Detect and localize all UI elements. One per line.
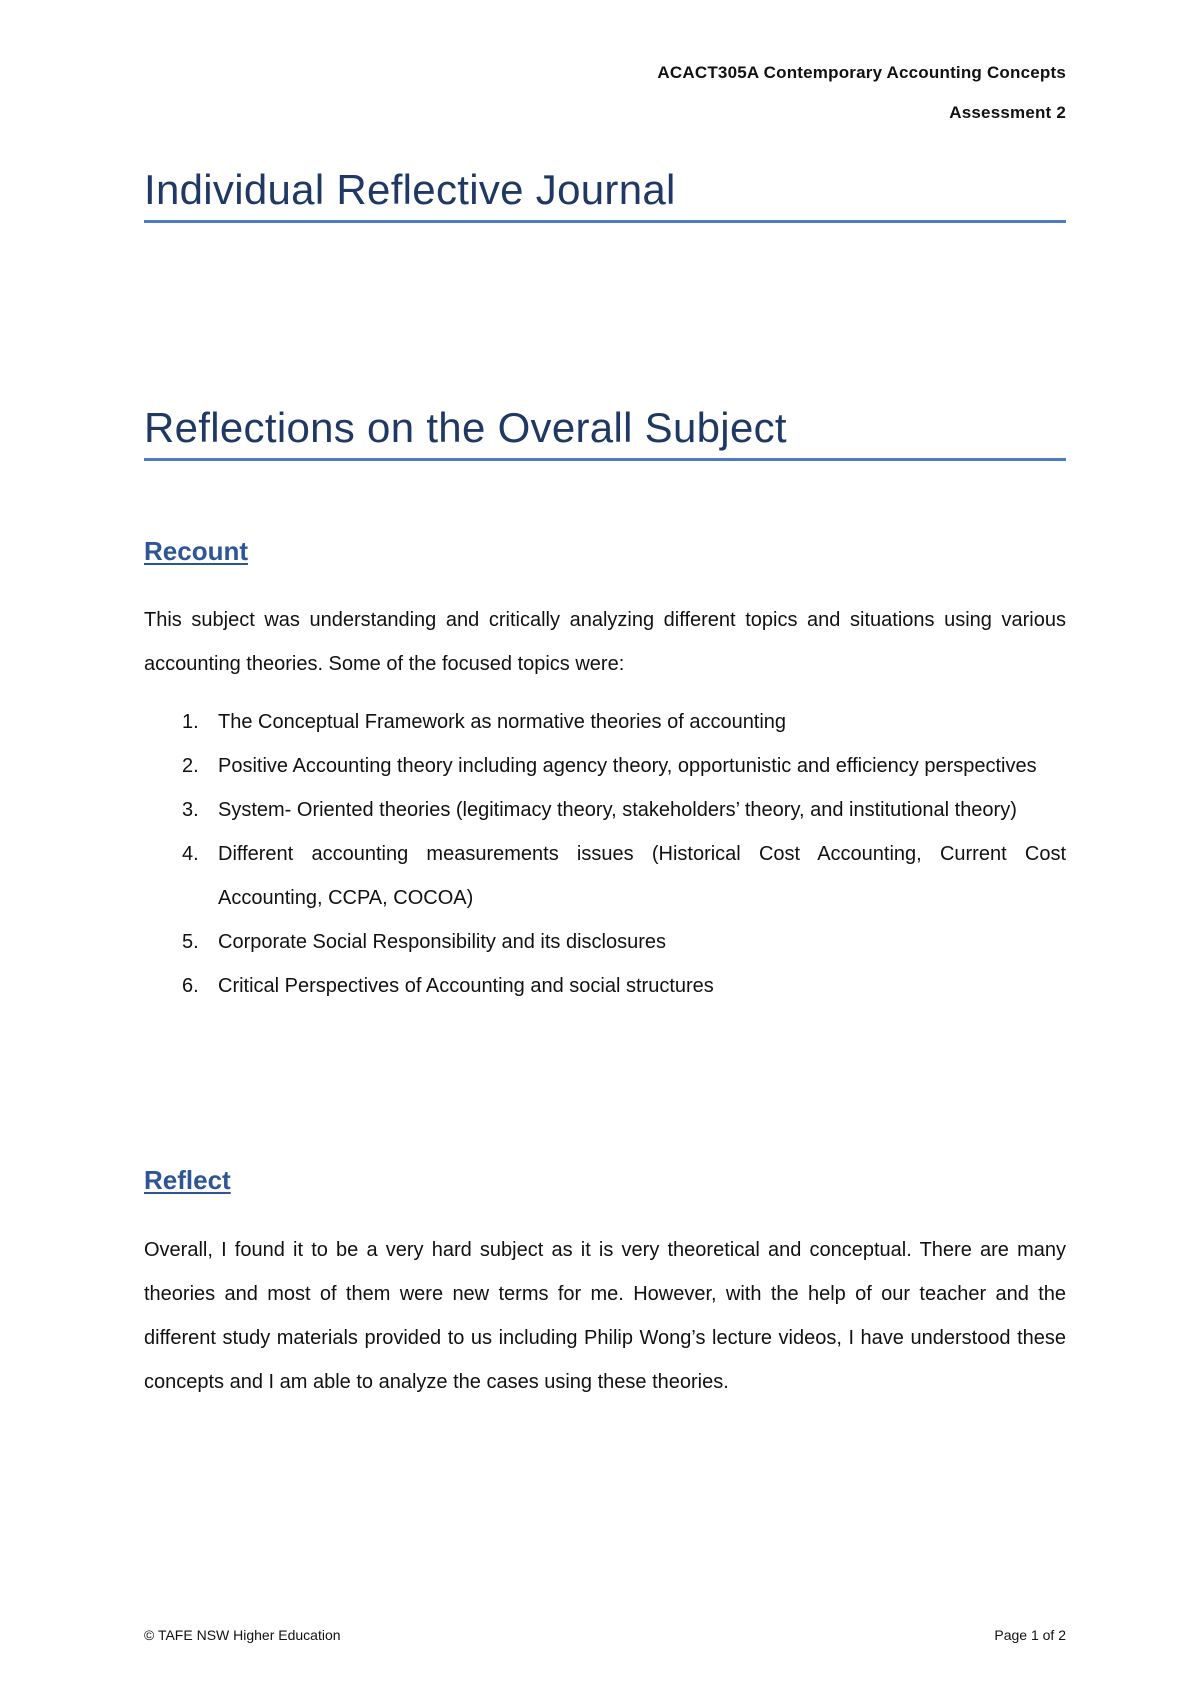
topic-text: Corporate Social Responsibility and its disclosures [218, 931, 666, 953]
topic-item [144, 744, 1066, 788]
topic-number: 6. [182, 975, 199, 997]
topic-text: Critical Perspectives of Accounting and social structures [218, 975, 714, 997]
reflect-heading: Reflect [144, 1165, 231, 1195]
topic-item [144, 788, 1066, 832]
header-course: ACACT305A Contemporary Accounting Concepts [657, 63, 1066, 82]
topic-item [144, 964, 1066, 1008]
footer-copyright: © TAFE NSW Higher Education [144, 1627, 341, 1643]
topic-text: Positive Accounting theory including agency theory, opportunistic and efficiency perspectives [218, 755, 1037, 777]
topic-number: 1. [182, 711, 199, 733]
topic-number: 4. [182, 843, 199, 865]
topic-list [144, 700, 1066, 1008]
document-subtitle: Reflections on the Overall Subject [144, 404, 1066, 461]
recount-intro: This subject was understanding and critically analyzing different topics and situations using various accounting theories. Some of the focused topics were: [144, 609, 1066, 675]
reflect-body: Overall, I found it to be a very hard subject as it is very theoretical and conceptual. There are many theories and most of them were new terms for me. However, with the help of our teacher and the different study materials provided to us including Philip Wong’s lecture videos, I have understood these concepts and I am able to analyze the cases using these theories. [144, 1239, 1066, 1393]
footer-page-number: Page 1 of 2 [994, 1627, 1066, 1643]
header-assessment: Assessment 2 [949, 103, 1066, 122]
topic-number: 5. [182, 931, 199, 953]
topic-item [144, 920, 1066, 964]
topic-number: 2. [182, 755, 199, 777]
topic-number: 3. [182, 799, 199, 821]
topic-text: The Conceptual Framework as normative theories of accounting [218, 711, 787, 733]
topic-text: System- Oriented theories (legitimacy theory, stakeholders’ theory, and institutional theory) [218, 799, 1017, 821]
topic-text: Different accounting measurements issues (Historical Cost Accounting, Current Cost Accounting, CCPA, COCOA) [218, 843, 1066, 909]
topic-item [144, 700, 1066, 744]
document-title: Individual Reflective Journal [144, 166, 1066, 223]
recount-heading: Recount [144, 536, 248, 566]
topic-item [144, 832, 1066, 920]
